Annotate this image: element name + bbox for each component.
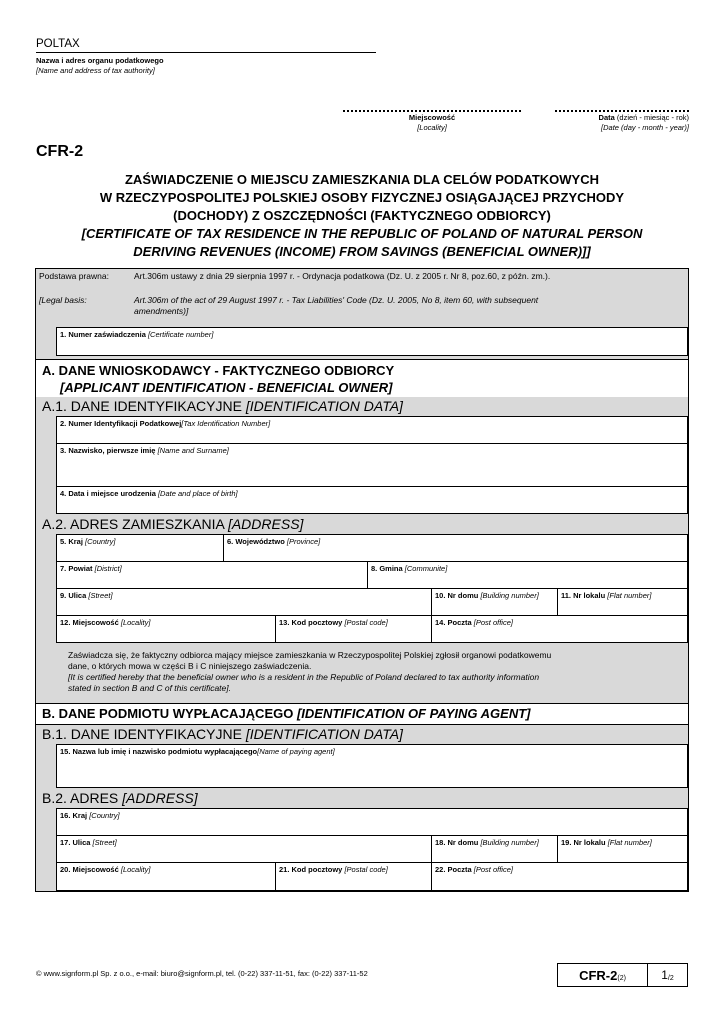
agent-country-field[interactable] [56, 808, 688, 836]
footer-code: CFR-2 [579, 967, 618, 983]
paying-agent-name-field[interactable] [56, 744, 688, 788]
section-a-title-en: [APPLICANT IDENTIFICATION - BENEFICIAL OWNER] [60, 380, 393, 395]
field14-label-en: [Post office] [473, 618, 513, 627]
building-number-field[interactable] [431, 588, 558, 616]
section-a2-header [42, 515, 303, 533]
declaration-pl-2: dane, o których mowa w części B i C niniejszego zaświadczenia. [68, 661, 312, 671]
field5-label: 5. Kraj [60, 537, 83, 546]
form-code: CFR-2 [36, 143, 84, 160]
legal-basis-label-pl: Podstawa prawna: [39, 271, 109, 281]
agent-building-number-field[interactable] [431, 835, 558, 863]
title-en-line1: [CERTIFICATE OF TAX RESIDENCE IN THE REPUBLIC OF POLAND OF NATURAL PERSON [81, 226, 643, 241]
date-label-en: [Date (day - month - year)] [601, 123, 689, 132]
footer-page-number [647, 963, 688, 987]
footer-copyright: © www.signform.pl Sp. z o.o., e-mail: biuro@signform.pl, tel. (0-22) 337-11-51, fax: (0-22) 337-11-52 [36, 969, 368, 978]
footer-page: 1 [661, 968, 668, 982]
section-b2-title: B.2. ADRES [42, 790, 123, 806]
postal-code-field[interactable] [275, 615, 432, 643]
field6-label: 6. Województwo [227, 537, 285, 546]
title-pl-line1: ZAŚWIADCZENIE O MIEJSCU ZAMIESZKANIA DLA CELÓW PODATKOWYCH [124, 172, 599, 187]
field14-label: 14. Poczta [435, 618, 472, 627]
field3-label-en: [Name and Surname] [157, 446, 229, 455]
declaration-text [68, 650, 678, 694]
district-field[interactable] [56, 561, 368, 589]
locality-field [343, 110, 521, 133]
flat-number-field[interactable] [557, 588, 688, 616]
section-b-title-en: [IDENTIFICATION OF PAYING AGENT] [296, 706, 531, 721]
field22-label-en: [Post office] [473, 865, 513, 874]
section-a1-title: A.1. DANE IDENTYFIKACYJNE [42, 398, 246, 414]
section-b2-header [42, 789, 198, 807]
tax-id-field[interactable] [56, 416, 688, 444]
field13-label: 13. Kod pocztowy [279, 618, 343, 627]
field7-label: 7. Powiat [60, 564, 93, 573]
field9-label: 9. Ulica [60, 591, 87, 600]
field2-label-en: [Tax Identification Number] [181, 419, 271, 428]
legal-basis-text-en [134, 295, 682, 317]
field19-label: 19. Nr lokalu [561, 838, 606, 847]
field17-label: 17. Ulica [60, 838, 91, 847]
field10-label-en: [Building number] [480, 591, 539, 600]
locality-label-en: [Locality] [417, 123, 447, 132]
title-pl-line3: (DOCHODY) Z OSZCZĘDNOŚCI (FAKTYCZNEGO ODBIORCY) [173, 208, 551, 223]
province-field[interactable] [223, 534, 688, 562]
field18-label: 18. Nr domu [435, 838, 479, 847]
footer-page-total: /2 [667, 974, 674, 982]
section-a2-title-en: [ADDRESS] [227, 516, 304, 532]
field16-label-en: [Country] [89, 811, 120, 820]
field11-label: 11. Nr lokalu [561, 591, 606, 600]
street-field[interactable] [56, 588, 432, 616]
agent-post-office-field[interactable] [431, 862, 688, 891]
locality-address-field[interactable] [56, 615, 276, 643]
footer-code-version: (2) [617, 974, 626, 982]
section-a1-title-en: [IDENTIFICATION DATA] [245, 398, 403, 414]
declaration-en-1: [It is certified hereby that the beneficial owner who is a resident in the Republic of Poland declared to tax authority information [68, 672, 540, 682]
locality-label: Miejscowość [408, 113, 456, 122]
authority-label-en: [Name and address of tax authority] [36, 66, 155, 75]
legal-basis-en-1: Art.306m of the act of 29 August 1997 r. - Tax Liabilities' Code (Dz. U. 2005, No 8, item 60, with subsequent [134, 295, 539, 305]
field11-label-en: [Flat number] [607, 591, 652, 600]
field1-label: 1. Numer zaświadczenia [60, 330, 146, 339]
field8-label: 8. Gmina [371, 564, 403, 573]
footer-form-code [557, 963, 648, 987]
agent-street-field[interactable] [56, 835, 432, 863]
title-pl-line2: W RZECZYPOSPOLITEJ POLSKIEJ OSOBY FIZYCZNEJ OSIĄGAJĄCEJ PRZYCHODY [99, 190, 625, 205]
section-b-header [36, 703, 688, 725]
section-a1-header [42, 397, 403, 415]
legal-basis-text-pl: Art.306m ustawy z dnia 29 sierpnia 1997 r. - Ordynacja podatkowa (Dz. U. z 2005 r. Nr 8, poz.60, z późn. zm.). [134, 271, 551, 281]
date-field [555, 110, 689, 133]
field15-label-en: [Name of paying agent] [257, 747, 335, 756]
agent-flat-number-field[interactable] [557, 835, 688, 863]
field12-label-en: [Locality] [120, 618, 151, 627]
section-a2-title: A.2. ADRES ZAMIESZKANIA [42, 516, 228, 532]
date-label-suffix: (dzień - miesiąc - rok) [614, 113, 689, 122]
field19-label-en: [Flat number] [607, 838, 652, 847]
section-b-title: B. DANE PODMIOTU WYPŁACAJĄCEGO [42, 706, 297, 721]
authority-label-pl: Nazwa i adres organu podatkowego [36, 56, 164, 65]
field16-label: 16. Kraj [60, 811, 88, 820]
field12-label: 12. Miejscowość [60, 618, 119, 627]
agent-postal-code-field[interactable] [275, 862, 432, 891]
commune-field[interactable] [367, 561, 688, 589]
declaration-en-2: stated in section B and C of this certificate]. [68, 683, 231, 693]
field2-label: 2. Numer Identyfikacji Podatkowej [60, 419, 182, 428]
document-title [36, 171, 688, 261]
field20-label: 20. Miejscowość [60, 865, 119, 874]
field15-label: 15. Nazwa lub imię i nazwisko podmiotu wypłacającego [60, 747, 258, 756]
section-b2-title-en: [ADDRESS] [122, 790, 198, 806]
field6-label-en: [Province] [286, 537, 321, 546]
name-surname-field[interactable] [56, 443, 688, 487]
field1-label-en: [Certificate number] [147, 330, 214, 339]
post-office-field[interactable] [431, 615, 688, 643]
legal-basis-en-2: amendments)] [134, 306, 189, 316]
section-b1-title: B.1. DANE IDENTYFIKACYJNE [42, 726, 246, 742]
legal-basis-label-en: [Legal basis: [39, 295, 87, 305]
field13-label-en: [Postal code] [344, 618, 388, 627]
title-en-line2: DERIVING REVENUES (INCOME) FROM SAVINGS (BENEFICIAL OWNER)]] [133, 244, 591, 259]
field22-label: 22. Poczta [435, 865, 472, 874]
tax-authority-label [36, 52, 376, 76]
field17-label-en: [Street] [92, 838, 117, 847]
agent-locality-field[interactable] [56, 862, 276, 891]
section-a-header [36, 359, 688, 397]
field20-label-en: [Locality] [120, 865, 151, 874]
declaration-pl-1: Zaświadcza się, że faktyczny odbiorca mający miejsce zamieszkania w Rzeczypospolitej Polskiej zgłosił organowi podatkowemu [68, 650, 552, 660]
birth-date-place-field[interactable] [56, 486, 688, 514]
field9-label-en: [Street] [88, 591, 113, 600]
certificate-number-field[interactable] [56, 327, 688, 356]
field7-label-en: [District] [94, 564, 122, 573]
country-field[interactable] [56, 534, 224, 562]
field4-label-en: [Date and place of birth] [157, 489, 238, 498]
field3-label: 3. Nazwisko, pierwsze imię [60, 446, 156, 455]
poltax-label: POLTAX [36, 38, 80, 50]
field10-label: 10. Nr domu [435, 591, 479, 600]
field21-label: 21. Kod pocztowy [279, 865, 343, 874]
field8-label-en: [Communite] [404, 564, 448, 573]
date-label: Data [598, 113, 615, 122]
field18-label-en: [Building number] [480, 838, 539, 847]
section-b1-title-en: [IDENTIFICATION DATA] [245, 726, 403, 742]
field21-label-en: [Postal code] [344, 865, 388, 874]
section-b1-header [42, 725, 403, 743]
field5-label-en: [Country] [85, 537, 116, 546]
field4-label: 4. Data i miejsce urodzenia [60, 489, 156, 498]
section-a-title: A. DANE WNIOSKODAWCY - FAKTYCZNEGO ODBIORCY [42, 363, 395, 378]
